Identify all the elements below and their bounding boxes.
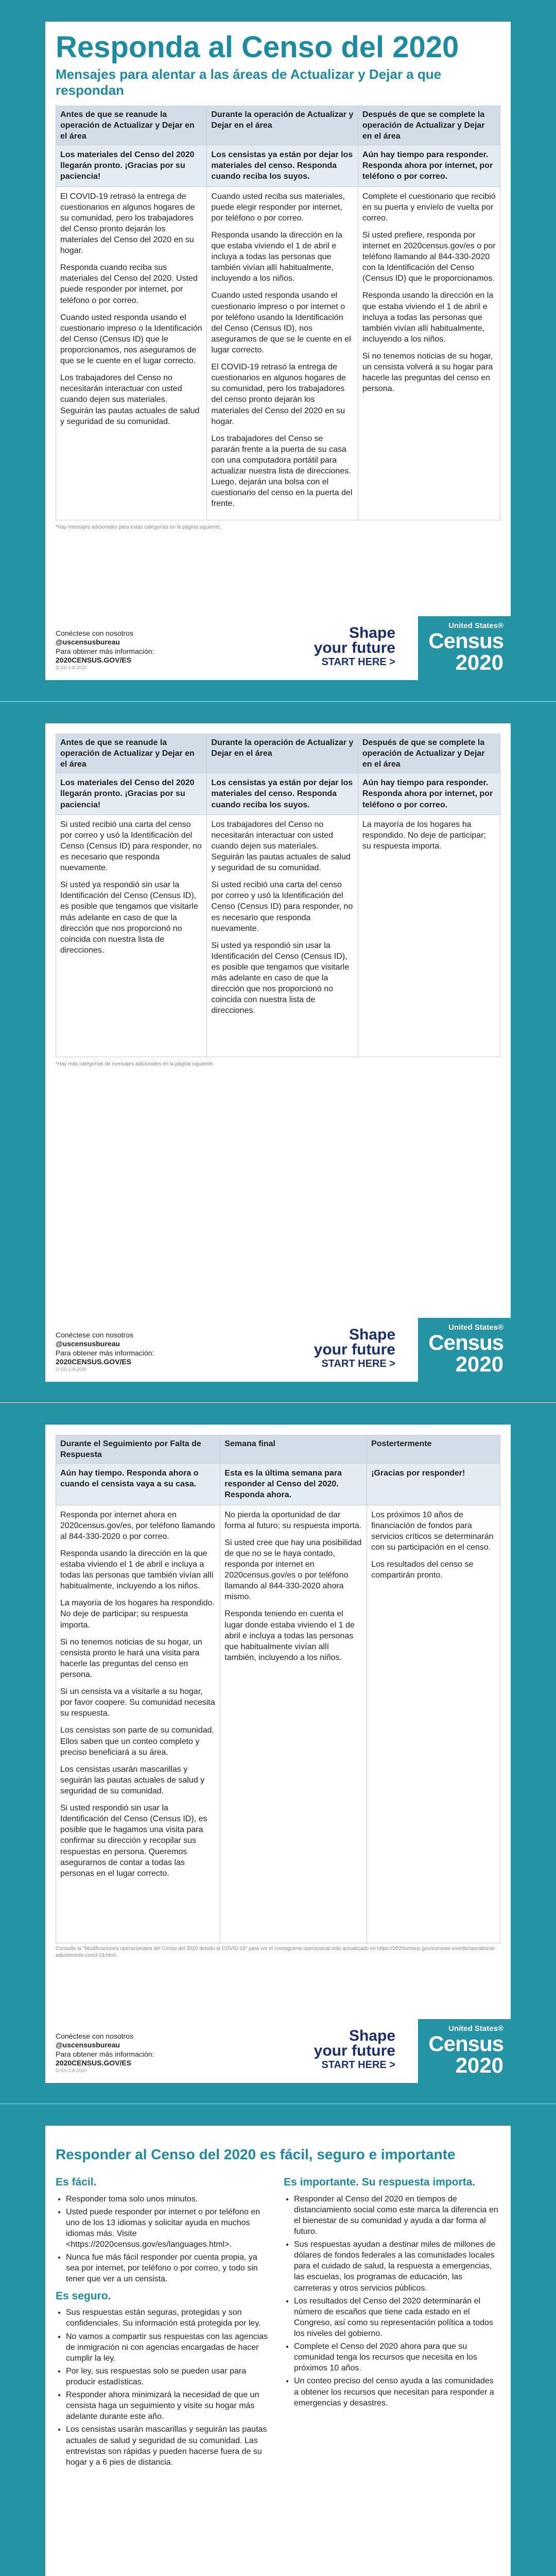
paragraph: Si usted respondió sin usar la Identificación del Censo (Census ID), es posible que le hagamos una visita para confirmar su dirección y recopilar sus respuestas en persona. Queremos asegurarnos de contar a todas las personas en el lugar correcto. <box>60 1804 207 1878</box>
table-header: Durante la operación de Actualizar y Dejar en el área <box>207 106 358 145</box>
connect-label: Conéctese con nosotros <box>56 2031 133 2040</box>
table-footnote: *Hay mensajes adicionales para estas categorías en la página siguiente. <box>56 524 221 530</box>
shape-line-2: your future <box>314 2042 395 2060</box>
shape-line-1: Shape <box>349 624 395 641</box>
key-message: Los censistas ya están por dejar los materiales del censo. Responda cuando reciba los suyos. <box>207 145 358 187</box>
paragraph: Los trabajadores del Censo no necesitarán interactuar con usted cuando dejen sus materiales. Seguirán las pautas actuales de salud y seguridad de su comunidad. <box>60 374 200 426</box>
paragraph: Cuando usted responda usando el cuestionario impreso o por internet o por teléfono usando la Identificación del Censo (Census ID), nos aseguramos de que se le cuente en el lugar correcto. <box>211 291 351 354</box>
paragraph: Si un censista va a visitarle a su hogar, por favor coopere. Su comunidad necesita su respuesta. <box>60 1687 215 1718</box>
paragraph: La mayoría de los hogares ha respondido. No deje de participar; su respuesta importa. <box>60 1599 215 1630</box>
website-link[interactable]: 2020CENSUS.GOV/ES <box>56 1358 132 1366</box>
paragraph: Los próximos 10 años de financiación de fondos para servicios críticos se determinarán con su participación en el censo. <box>371 1510 494 1552</box>
table-cell <box>358 187 500 520</box>
page-1 <box>0 0 556 701</box>
two-column-body <box>56 2171 500 2470</box>
footer <box>56 1316 503 1376</box>
left-column <box>56 2171 272 2470</box>
paragraph: Responda teniendo en cuenta el lugar donde estaba viviendo el 1 de abril e incluya a todas las personas que habitualmente vivían allí también, incluyendo a los niños. <box>224 1609 355 1662</box>
message-table <box>56 1435 500 1943</box>
section-title: Responder al Censo del 2020 es fácil, seguro e importante <box>56 2146 456 2162</box>
shape-line-1: Shape <box>349 1326 395 1343</box>
connect-label: Conéctese con nosotros <box>56 629 133 637</box>
page-4 <box>0 2104 556 2576</box>
list-item: • Los censistas usarán mascarillas y seguirán las pautas actuales de salud y seguridad de su comunidad. Las entrevistas son rápidas y pueden hacerse fuera de su hogar y a 6 pies de distancia. <box>66 2424 272 2467</box>
right-column <box>284 2171 500 2470</box>
key-message: Los materiales del Censo del 2020 llegarán pronto. ¡Gracias por su paciencia! <box>56 145 207 187</box>
sheet <box>45 22 511 680</box>
social-handle[interactable]: @uscensusbureau <box>56 638 120 647</box>
contact-block <box>56 2032 154 2074</box>
social-handle[interactable]: @uscensusbureau <box>56 1340 120 1348</box>
table-header: Después de que se complete la operación de Actualizar y Dejar en el área <box>358 734 500 773</box>
paragraph: Los censistas son parte de su comunidad. Ellos saben que un conteo completo y preciso beneficiará a su área. <box>60 1726 214 1757</box>
table-cell <box>56 815 207 1057</box>
paragraph: Cuando usted responda usando el cuestionario impreso o la Identificación del Censo (Census ID) que le proporcionamos, nos aseguramos de que se le cuente en el lugar correcto. <box>60 313 202 366</box>
list-item: • Responder al Censo del 2020 en tiempos de distanciamiento social como este marca la diferencia en el bienestar de su comunidad y ayuda a dar forma al futuro. <box>294 2194 500 2237</box>
info-label: Para obtener más información: <box>56 647 154 655</box>
list-item: • Sus respuestas están seguras, protegidas y son confidenciales. Su información está protegida por ley. <box>66 2307 272 2329</box>
paragraph: Si usted cree que hay una posibilidad de que no se le haya contado, responda por internet en 2020census.gov/es o por teléfono llamando al 844-330-2020 ahora mismo. <box>224 1538 362 1602</box>
list-item: • Complete el Censo del 2020 ahora para que su comunidad tenga los recursos que necesita en los próximos 10 años. <box>294 2341 500 2374</box>
shape-your-future <box>314 2028 395 2071</box>
connect-label: Conéctese con nosotros <box>56 1330 133 1339</box>
paragraph: La mayoría de los hogares ha respondido. No deje de participar; su respuesta importa. <box>362 820 486 851</box>
paragraph: Si usted prefiere, responda por internet en 2020census.gov/es o por teléfono llamando al 844-330-2020 con la Identificación del Censo (Census ID) que le proporcionamos. <box>362 230 496 283</box>
key-message: ¡Gracias por responder! <box>367 1464 500 1505</box>
list-item: • Los resultados del Censo del 2020 determinarán el número de escaños que tiene cada estado en el Congreso, así como su representación política a todos los niveles del gobierno. <box>294 2296 500 2339</box>
doc-code: D-SS-1-8-2020 <box>56 1366 87 1372</box>
list-item: • Sus respuestas ayudan a destinar miles de millones de dólares de fondos federales a las comunidades locales para el cuidado de salud, la respuesta a emergencias, las escuelas, los programas de educación, las carreteras y otros servicios públicos. <box>294 2239 500 2294</box>
paragraph: Si no tenemos noticias de su hogar, un censista pronto le hará una visita para hacerle las preguntas del censo en persona. <box>60 1637 202 1679</box>
footer <box>56 614 503 674</box>
paragraph: Si usted recibió una carta del censo por correo y usó la Identificación del Censo (Census ID) para responder, no es necesario que responda nuevamente. <box>60 820 202 873</box>
page-3 <box>0 1402 556 2104</box>
info-label: Para obtener más información: <box>56 1348 154 1357</box>
message-table <box>56 734 500 1057</box>
contact-block <box>56 629 154 671</box>
paragraph: Si usted ya respondió sin usar la Identificación del Censo (Census ID), es posible que tengamos que visitarle más adelante en caso de que la dirección que nos proporcionó no coincida con nuestra lista de direcciones. <box>211 941 350 1015</box>
info-label: Para obtener más información: <box>56 2049 154 2058</box>
table-header: Postertermente <box>367 1435 500 1464</box>
census-logo <box>418 616 511 680</box>
social-handle[interactable]: @uscensusbureau <box>56 2041 120 2049</box>
paragraph: Responda cuando reciba sus materiales del Censo del 2020. Usted puede responder por internet, por teléfono o por correo. <box>60 263 198 305</box>
logo-census: Census <box>428 629 503 653</box>
paragraph: Cuando usted reciba sus materiales, puede elegir responder por internet, por teléfono o por correo. <box>211 192 345 223</box>
start-here-link[interactable]: START HERE > <box>321 656 395 668</box>
paragraph: Los trabajadores del Censo no necesitarán interactuar con usted cuando dejen sus materiales. Seguirán las pautas actuales de salud y seguridad de su comunidad. <box>211 820 351 873</box>
table-cell <box>207 815 358 1057</box>
table-header: Antes de que se reanude la operación de Actualizar y Dejar en el área <box>56 734 207 773</box>
key-message: Aún hay tiempo. Responda ahora o cuando el censista vaya a su casa. <box>56 1464 220 1505</box>
logo-year: 2020 <box>455 1352 503 1376</box>
paragraph: Responda usando la dirección en la que estaba viviendo el 1 de abril e incluya a todas las personas que también vivían allí habitualmente, incluyendo a los niños. <box>211 230 342 283</box>
shape-your-future <box>314 625 395 668</box>
logo-year: 2020 <box>455 2053 503 2077</box>
list-item: • Usted puede responder por internet o por teléfono en uno de los 13 idiomas y solicitar ayuda en muchos idiomas más. Visite <https://2020census.gov/es/languages.html>. <box>66 2207 272 2250</box>
website-link[interactable]: 2020CENSUS.GOV/ES <box>56 656 132 665</box>
paragraph: Responda por internet ahora en 2020census.gov/es, por teléfono llamando al 844-330-2020 o por correo. <box>60 1510 215 1541</box>
shape-line-2: your future <box>314 1341 395 1359</box>
section-heading: Es importante. Su respuesta importa. <box>284 2176 476 2188</box>
table-header: Durante el Seguimiento por Falta de Respuesta <box>56 1435 220 1464</box>
paragraph: Si no tenemos noticias de su hogar, un censista volverá a su hogar para hacerle las preguntas del censo en persona. <box>362 351 493 394</box>
logo-united-states: United States® <box>448 2024 503 2033</box>
section-heading: Es fácil. <box>56 2176 97 2188</box>
key-message: Los materiales del Censo del 2020 llegarán pronto. ¡Gracias por su paciencia! <box>56 773 207 815</box>
list-item: • Por ley, sus respuestas solo se pueden usar para producir estadísticas. <box>66 2366 272 2387</box>
list-item: • Nunca fue más fácil responder por cuenta propia, ya sea por internet, por teléfono o por correo, y todo sin tener que ver a un censista. <box>66 2252 272 2284</box>
logo-year: 2020 <box>455 650 503 674</box>
paragraph: No pierda la oportunidad de dar forma al futuro; su respuesta importa. <box>224 1510 362 1530</box>
bullet-list <box>284 2194 500 2409</box>
table-cell <box>207 187 358 520</box>
table-header: Durante la operación de Actualizar y Dejar en el área <box>207 734 358 773</box>
doc-code: D-SS-1-8-2020 <box>56 2067 87 2073</box>
list-item: • Responder ahora minimizará la necesidad de que un censista haga un seguimiento y visite su hogar más adelante durante este año. <box>66 2389 272 2422</box>
schedule-footnote: Consulte la "Modificaciones operacionales del Censo del 2020 debido al COVID-19" para ver el cronograma operacional más actualizado en https://2020census.gov/es/news-events/operational-adjustments-covid-19.html. <box>56 1945 496 1958</box>
paragraph: El COVID-19 retrasó la entrega de cuestionarios en algunos hogares de su comunidad, pero los trabajadores del censo pronto dejarán los materiales del Censo del 2020 en su hogar. <box>211 363 346 426</box>
bullet-list <box>56 2194 272 2285</box>
paragraph: Si usted ya respondió sin usar la Identificación del Censo (Census ID), es posible que tengamos que visitarle más adelante en caso de que la dirección que nos proporcionó no coincida con nuestra lista de direcciones. <box>60 880 198 955</box>
list-item: • Responder toma solo unos minutos. <box>66 2194 272 2205</box>
table-header: Antes de que se reanude la operación de Actualizar y Dejar en el área <box>56 106 207 145</box>
page-subtitle: Mensajes para alentar a las áreas de Actualizar y Dejar a que respondan <box>56 66 442 98</box>
paragraph: Los censistas usarán mascarillas y seguirán las pautas actuales de salud y seguridad de su comunidad. <box>60 1765 205 1795</box>
section-heading: Es seguro. <box>56 2290 111 2302</box>
contact-block <box>56 1331 154 1372</box>
table-cell <box>220 1505 367 1943</box>
table-cell <box>367 1505 500 1943</box>
key-message: Esta es la última semana para responder al Censo del 2020. Responda ahora. <box>220 1464 367 1505</box>
key-message: Aún hay tiempo para responder. Responda ahora por internet, por teléfono o por correo. <box>358 773 500 815</box>
census-logo <box>418 2019 511 2083</box>
table-cell <box>56 187 207 520</box>
page-title: Responda al Censo del 2020 <box>56 30 459 64</box>
sheet <box>45 1425 511 2083</box>
sheet <box>45 723 511 1382</box>
shape-line-1: Shape <box>349 2027 395 2044</box>
sheet <box>45 2126 511 2576</box>
table-footnote: *Hay más categorías de mensajes adicionales en la página siguiente. <box>56 1061 214 1067</box>
list-item: • Un conteo preciso del censo ayuda a las comunidades a obtener los recursos que necesitan para responder a emergencias y desastres. <box>294 2376 500 2408</box>
shape-line-2: your future <box>314 639 395 657</box>
website-link[interactable]: 2020CENSUS.GOV/ES <box>56 2059 132 2067</box>
paragraph: Si usted recibió una carta del censo por correo y usó la Identificación del Censo (Census ID) para responder, no es necesario que responda nuevamente. <box>211 880 353 933</box>
paragraph: Responda usando la dirección en la que estaba viviendo el 1 de abril e incluya a todas las personas que también vivían allí habitualmente, incluyendo a los niños. <box>60 1549 214 1591</box>
paragraph: Los trabajadores del Censo se pararán frente a la puerta de su casa con una computadora portátil para actualizar nuestra lista de direcciones. Luego, dejarán una bolsa con el cuestionario del censo en la puerta del frente. <box>211 434 353 509</box>
doc-code: D-SS-1-8-2020 <box>56 665 87 670</box>
logo-united-states: United States® <box>448 1323 503 1332</box>
logo-united-states: United States® <box>448 621 503 630</box>
table-cell <box>56 1505 220 1943</box>
paragraph: Los resultados del censo se compartirán pronto. <box>371 1560 474 1580</box>
table-header: Después de que se complete la operación de Actualizar y Dejar en el área <box>358 106 500 145</box>
footer <box>56 2017 503 2077</box>
table-header: Semana final <box>220 1435 367 1464</box>
census-logo <box>418 1318 511 1382</box>
logo-census: Census <box>428 2031 503 2056</box>
key-message: Aún hay tiempo para responder. Responda ahora por internet, por teléfono o por correo. <box>358 145 500 187</box>
paragraph: Responda usando la dirección en la que estaba viviendo el 1 de abril e incluya a todas las personas que también vivían allí habitualmente, incluyendo a los niños. <box>362 291 494 344</box>
start-here-link[interactable]: START HERE > <box>321 2059 395 2071</box>
key-message: Los censistas ya están por dejar los materiales del censo. Responda cuando reciba los suyos. <box>207 773 358 815</box>
logo-census: Census <box>428 1330 503 1354</box>
message-table <box>56 106 500 520</box>
page-2 <box>0 701 556 1402</box>
shape-your-future <box>314 1327 395 1369</box>
list-item: • No vamos a compartir sus respuestas con las agencias de inmigración ni con agencias encargadas de hacer cumplir la ley. <box>66 2331 272 2364</box>
paragraph: Complete el cuestionario que recibió en su puerta y envíelo de vuelta por correo. <box>362 192 496 223</box>
paragraph: El COVID-19 retrasó la entrega de cuestionarios en algunos hogares de su comunidad, pero los trabajadores del Censo pronto dejarán los materiales del Censo del 2020 en su hogar. <box>60 192 195 256</box>
start-here-link[interactable]: START HERE > <box>321 1358 395 1370</box>
table-cell <box>358 815 500 1057</box>
bullet-list <box>56 2307 272 2468</box>
